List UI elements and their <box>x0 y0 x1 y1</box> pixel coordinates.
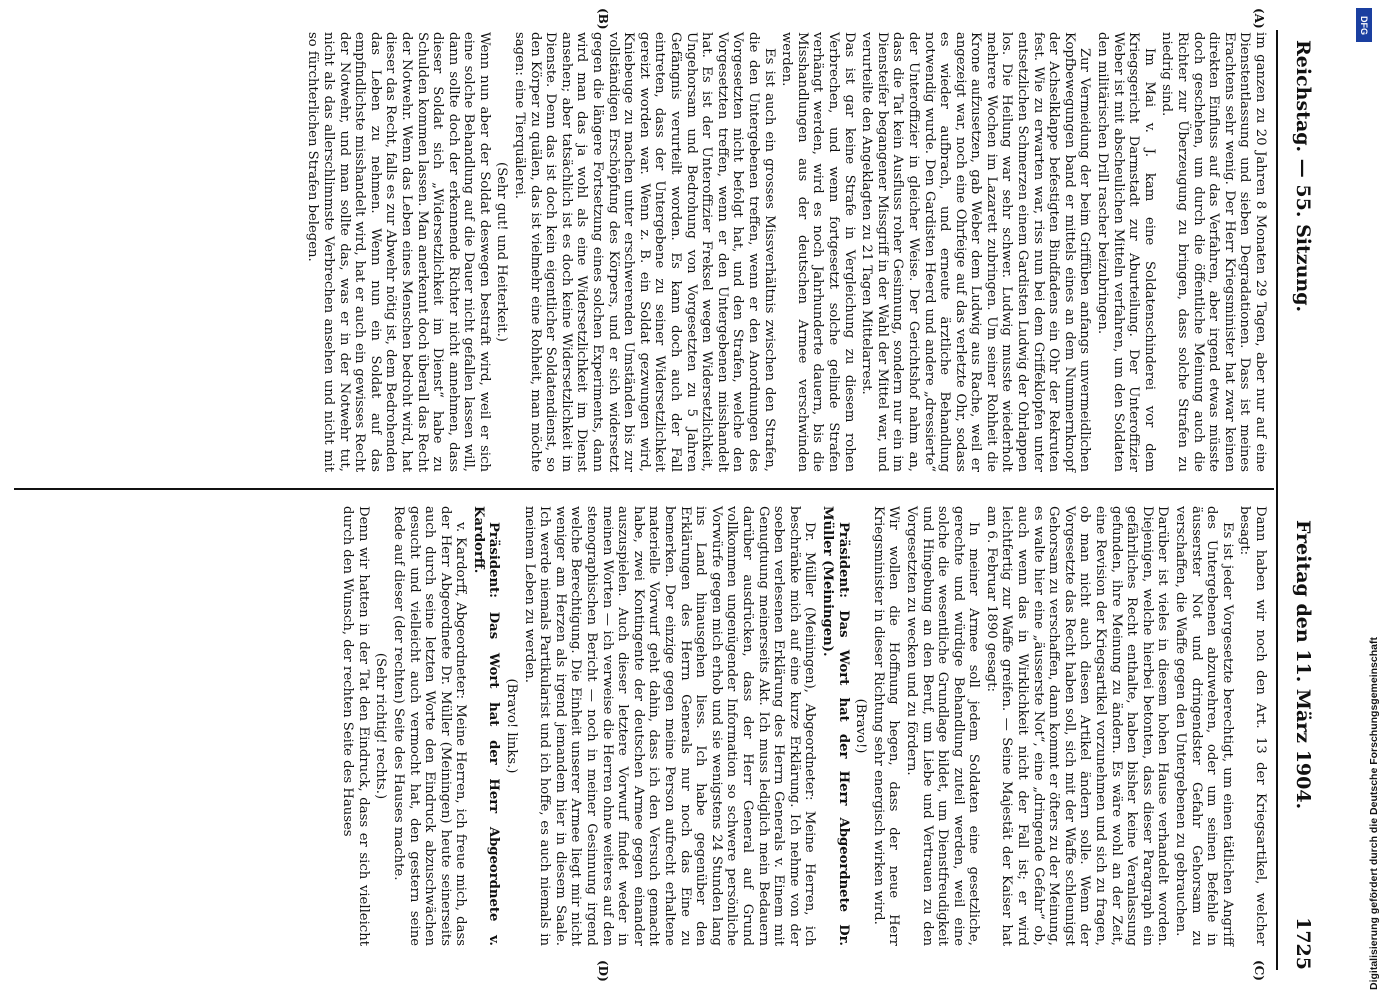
quotation: In meiner Armee soll jedem Soldaten eine gesetzliche, gerechte und würdige Behandlung zuteil werden, weil eine solche die wesentliche Grundlage bildet, um Dienstfreudigkeit und Hingebung an den Beruf, um Liebe und Vertrauen zu den Vorgesetzten zu wecken und zu fördern. <box>903 506 982 946</box>
paragraph: Denn wir hatten in der Tat den Eindruck, dass er sich vielleicht durch den Wunsch, der rechten Seite des Hauses <box>340 506 371 946</box>
paragraph: im ganzen zu 20 Jahren 8 Monaten 29 Tagen, aber nur auf eine Dienstentlassung und sieben Degradationen. Dass ist meines Erachtens sehr wenig. Der Herr Kriegsminister hat zwar keinen direkten Einfluss auf das Verfahren, aber irgend etwas müsste doch geschehen, um durch die öffentliche Meinung auch die Richter zur Überzeugung zu bringen, dass solche Strafen zu niedrig sind. <box>1159 32 1268 472</box>
speaker-paragraph: Präsident: Das Wort hat der Herr Abgeordnete v. Kardorff. <box>470 506 502 946</box>
paragraph: Zur Vermeidung der beim Griffüben anfangs unvermeidlichen Kopfbewegungen band er mittels eines an dem Nummernknopf der Achselklappe befestigten Bindfadens ein Ohr der Rekruten fest. Wie zu erwarten war, riss nun bei dem Griffeklopfen unter entsetzlichen Schmerzen einem Gardisten Ludwig der Ohrlappen los. Die Heilung war sehr schwer. Ludwig musste wiederholt mehrere Wochen im Lazarett zubringen. Um seiner Rohheit die Krone aufzusetzen, gab Weber dem Ludwig aus Rache, weil er angezeigt war, noch eine Ohrfeige auf das verletzte Ohr, sodass es wieder aufbrach, und erneute ärztliche Behandlung notwendig wurde. Den Gardisten Heerd und andere „dressierte“ der Unteroffizier in gleicher Weise. Der Gerichtshof nahm an, dass die Tat kein Ausfluss roher Gesinnung, sondern nur ein im Diensteifer begangener Missgriff in der Wahl der Mittel war, und verurteilte den Angeklagten zu 21 Tagen Mittelarrest. <box>859 32 1093 472</box>
paragraph: Es ist auch ein grosses Missverhältnis zwischen den Strafen, die den Untergebenen treffen, wenn er den Anordnungen des Vorgesetzten nicht befolgt hat, und den Strafen, welche den Vorgesetzten treffen, wenn er den Untergebenen misshandelt hat. Es ist der Unteroffizier Freksel wegen Widersetzlichkeit, Ungehorsam und Bedrohung von Vorgesetzten zu 5 Jahren Gefängnis verurteilt worden. Es kann doch auch der Fall eintreten, dass der Untergebene zu seiner Widersetzlichkeit gereizt worden war. Wenn z. B. ein Soldat gezwungen wird, Kniebeuge zu machen unter erschwerenden Umständen bis zur vollständigen Erschöpfung des Körpers, und er sich widersetzt gegen die längere Fortsetzung eines solchen Experiments, dann wird man das ja wohl als eine Widersetzlichkeit im Dienst ansehen; aber tatsächlich ist es doch keine Widersetzlichkeit im Dienste. Denn das ist doch kein eigentlicher Soldatendienst, so den Körper zu quälen, das ist vielmehr eine Rohheit, man möchte sagen: eine Tierquälerei. <box>512 32 777 472</box>
margin-marker-d: (D) <box>596 960 610 982</box>
page-number: 1725 <box>1292 917 1314 970</box>
header-session: Reichstag. — 55. Sitzung. <box>1292 40 1314 313</box>
interjection: (Bravo! links.) <box>504 678 520 774</box>
quotation: Es ist jeder Vorgesetzte berechtigt, um einen tätlichen Angriff des Untergebenen abzuwehren, oder um seinen Befehle in äusserster Not und dringendster Gefahr Gehorsam zu verschaffen, die Waffe gegen den Untergebenen zu gebrauchen. <box>1173 506 1235 946</box>
margin-marker-b: (B) <box>596 8 610 30</box>
speech-paragraph: Dr. Müller (Meiningen), Abgeordneter: Meine Herren, ich beschränke mich auf eine kurze Erklärung. Ich nehme von der soeben verlesenen Erklärung des Herrn Generals v. Einem mit Genugtuung meinerseits Akt. Ich muss lediglich mein Bedauern darüber ausdrücken, dass der Herr General auf Grund vollkommen ungenügender Information so schwere persönliche Vorwürfe gegen mich erhob und sie wenigstens 24 Stunden lang ins Land hinausgehen liess. Ich habe gegenüber den Erklärungen des Herrn Generals nur noch das Eine zu bemerken. Der einzige gegen meine Person aufrecht erhaltene materielle Vorwurf geht dahin, dass ich den Versuch gemacht habe, zwei Kontingente der deutschen Armee gegen einander auszuspielen. Auch dieser letztere Vorwurf findet weder in meinen Worten — ich verweise die Herren ohne weiteres auf den stenographischen Bericht — noch in meiner Gesinnung irgend welche Berechtigung. Die Einheit unserer Armee liegt mir nicht weniger am Herzen als irgend jemandem hier in diesem Saale. Ich werde niemals Partikularist und ich hoffe, es auch niemals in meinem Leben zu werden. <box>521 506 818 946</box>
digitization-credit-text: Digitalisierung gefördert durch die Deutsche Forschungsgemeinschaft <box>1368 637 1380 990</box>
paragraph: Das ist gar keine Strafe in Vergleichung zu diesem rohen Verbrechen, und wenn fortgesetzt solche gelinde Strafen verhängt werden, wird es noch Jahrhunderte dauern, bis die Misshandlungen aus der deutschen Armee verschwinden werden. <box>779 32 857 472</box>
right-column <box>338 506 1268 946</box>
margin-marker-c: (C) <box>1252 960 1266 981</box>
page-header <box>1280 40 1324 970</box>
header-date: Freitag den 11. März 1904. <box>1292 520 1314 810</box>
left-column <box>303 32 1268 472</box>
interjection: (Sehr richtig! rechts.) <box>373 652 389 800</box>
paragraph: Wenn nun aber der Soldat deswegen bestraft wird, weil er sich eine solche Behandlung auf die Dauer nicht gefallen lassen will, dann sollte doch der erkennende Richter nicht annehmen, dass dieser Soldat sich „Widersetzlichkeit im Dienst“ habe zu Schulden kommen lassen. Man anerkennt doch überall das Recht der Notwehr. Wenn das Leben eines Menschen bedroht wird, hat dieser das Recht, falls es zur Abwehr nötig ist, dem Bedrohenden das Leben zu nehmen. Wenn nun ein Soldat auf das empfindlichste misshandelt wird, hat er auch ein gewisses Recht der Notwehr, und man sollte das, was er in der Notwehr tut, nicht als das allerschlimmste Verbrechen ansehen und nicht mit so fürchterlichen Strafen belegen. <box>305 32 492 472</box>
margin-marker-a: (A) <box>1252 8 1266 29</box>
interjection: (Bravo!) <box>853 698 869 754</box>
paragraph: Im Mai v. J. kam eine Soldatenschinderei vor dem Kriegsgericht Darmstadt zur Aburteilung. Der Unteroffizier Weber ist mit abscheulichen Mitteln verfahren, um den Soldaten den militärischen Drill rascher beizubringen. <box>1095 32 1157 472</box>
speech-paragraph: v. Kardorff, Abgeordneter: Meine Herren, ich freue mich, dass der Herr Abgeordnete Dr. Müller (Meiningen) heute seinerseits auch durch seine letzten Worte den Eindruck abzuschwächen gesucht und vielleicht auch vermocht hat, den gestern seine Rede auf dieser (der rechten) Seite des Hauses machte. <box>390 506 469 946</box>
column-divider <box>14 488 1274 490</box>
header-rule <box>1276 30 1278 970</box>
interjection: (Sehr gut! und Heiterkeit.) <box>494 162 510 342</box>
speaker-paragraph: Präsident: Das Wort hat der Herr Abgeordnete Dr. Müller (Meiningen). <box>819 506 851 946</box>
paragraph: Dann haben wir noch den Art. 13 der Kriegsartikel, welcher besagt: <box>1237 506 1268 946</box>
digitization-credit <box>1354 10 1380 990</box>
paragraph: Darüber ist vieles in diesem hohen Hause verhandelt worden. Diejenigen, welche hierbei betonten, dass dieser Paragraph ein gefährliches Recht enthalte, haben bisher keine Veranlassung gefunden, ihre Meinung zu ändern. Es wäre wohl an der Zeit, eine Revision der Kriegsartikel vorzunehmen und sich zu fragen, ob man nicht auch diesen Artikel ändern solle. Wenn der Vorgesetzte das Recht haben soll, sich mit der Waffe schleunigst Gehorsam zu verschaffen, dann kommt er öfters zu der Meinung, es walte hier eine „äusserste Not“, eine „dringende Gefahr“ ob, auch wenn das in Wirklichkeit nicht der Fall ist; er wird leichtfertig zur Waffe greifen. — Seine Majestät der Kaiser hat am 6. Februar 1890 gesagt: <box>983 506 1171 946</box>
dfg-logo: DFG <box>1356 8 1372 42</box>
paragraph: Wir wollen die Hoffnung hegen, dass der neue Herr Kriegsminister in dieser Richtung sehr energisch wirken wird. <box>870 506 902 946</box>
